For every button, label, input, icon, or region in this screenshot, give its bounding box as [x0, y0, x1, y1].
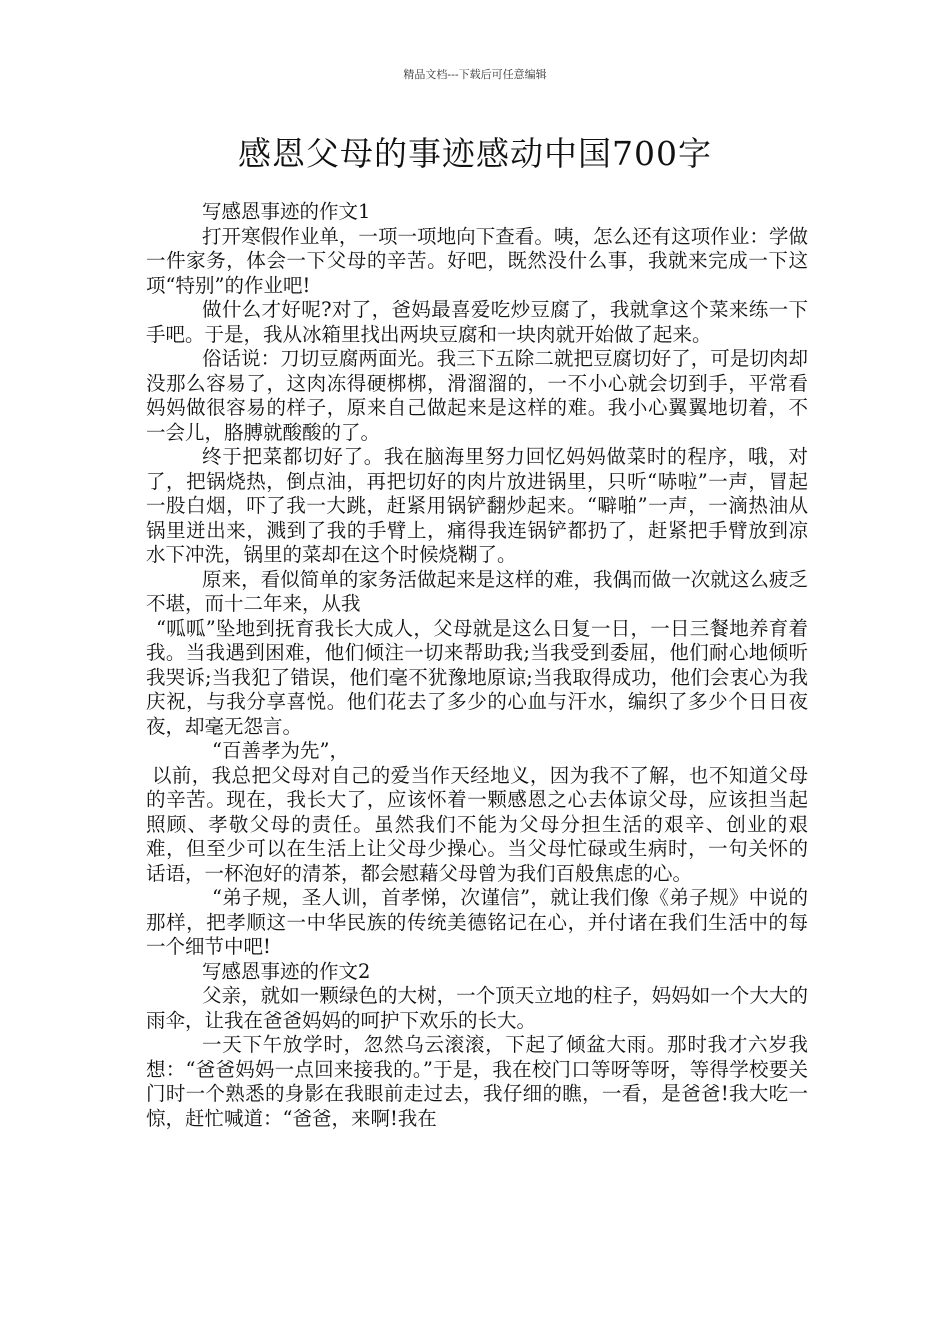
paragraph: 以前，我总把父母对自己的爱当作天经地义，因为我不了解，也不知道父母的辛苦。现在，我长大了，应该怀着一颗感恩之心去体谅父母，应该担当起照顾、孝敬父母的责任。虽然我们不能为父母分担生活的艰辛、创业的艰难，但至少可以在生活上让父母少操心。当父母忙碌或生病时，一句关怀的话语，一杯泡好的清茶，都会慰藉父母曾为我们百般焦虑的心。 — [146, 763, 808, 885]
page-header: 精品文档---下载后可任意编辑 — [403, 68, 547, 81]
paragraph: 父亲，就如一颗绿色的大树，一个顶天立地的柱子，妈妈如一个大大的雨伞，让我在爸爸妈妈的呵护下欢乐的长大。 — [146, 984, 808, 1032]
paragraph: “弟子规，圣人训，首孝悌，次谨信”，就让我们像《弟子规》中说的那样，把孝顺这一中华民族的传统美德铭记在心，并付诸在我们生活中的每一个细节中吧! — [146, 886, 808, 958]
paragraph: 一天下午放学时，忽然乌云滚滚，下起了倾盆大雨。那时我才六岁我想：“爸爸妈妈一点回来接我的。”于是，我在校门口等呀等呀，等得学校要关门时一个熟悉的身影在我眼前走过去，我仔细的瞧，一看，是爸爸!我大吃一惊，赶忙喊道：“爸爸，来啊!我在 — [146, 1033, 808, 1130]
paragraph: 做什么才好呢?对了，爸妈最喜爱吃炒豆腐了，我就拿这个菜来练一下手吧。于是，我从冰箱里找出两块豆腐和一块肉就开始做了起来。 — [146, 298, 808, 346]
paragraph: “呱呱”坠地到抚育我长大成人，父母就是这么日复一日，一日三餐地养育着我。当我遇到困难，他们倾注一切来帮助我;当我受到委屈，他们耐心地倾听我哭诉;当我犯了错误，他们毫不犹豫地原谅;当我取得成功，他们会衷心为我庆祝，与我分享喜悦。他们花去了多少的心血与汗水，编织了多少个日日夜夜，却毫无怨言。 — [146, 616, 808, 738]
paragraph: 原来，看似简单的家务活做起来是这样的难，我偶而做一次就这么疲乏不堪，而十二年来，从我 — [146, 567, 808, 615]
paragraph: “百善孝为先”， — [212, 739, 349, 762]
paragraph: 打开寒假作业单，一项一项地向下查看。咦，怎么还有这项作业：学做一件家务，体会一下父母的辛苦。好吧，既然没什么事，我就来完成一下这项“特别”的作业吧! — [146, 224, 808, 297]
section-heading-1: 写感恩事迹的作文1 — [202, 200, 371, 223]
document-body — [146, 200, 808, 1131]
document-title: 感恩父母的事迹感动中国700字 — [238, 134, 712, 173]
section-heading-2: 写感恩事迹的作文2 — [202, 959, 371, 983]
paragraph: 终于把菜都切好了。我在脑海里努力回忆妈妈做菜时的程序，哦，对了，把锅烧热，倒点油，再把切好的肉片放进锅里，只听“哧啦”一声，冒起一股白烟，吓了我一大跳，赶紧用锅铲翻炒起来。“噼啪”一声，一滴热油从锅里迸出来，溅到了我的手臂上，痛得我连锅铲都扔了，赶紧把手臂放到凉水下冲洗，锅里的菜却在这个时候烧糊了。 — [146, 445, 808, 566]
paragraph: 俗话说：刀切豆腐两面光。我三下五除二就把豆腐切好了，可是切肉却没那么容易了，这肉冻得硬梆梆，滑溜溜的，一不小心就会切到手，平常看妈妈做很容易的样子，原来自己做起来是这样的难。我小心翼翼地切着，不一会儿，胳膊就酸酸的了。 — [146, 347, 808, 444]
